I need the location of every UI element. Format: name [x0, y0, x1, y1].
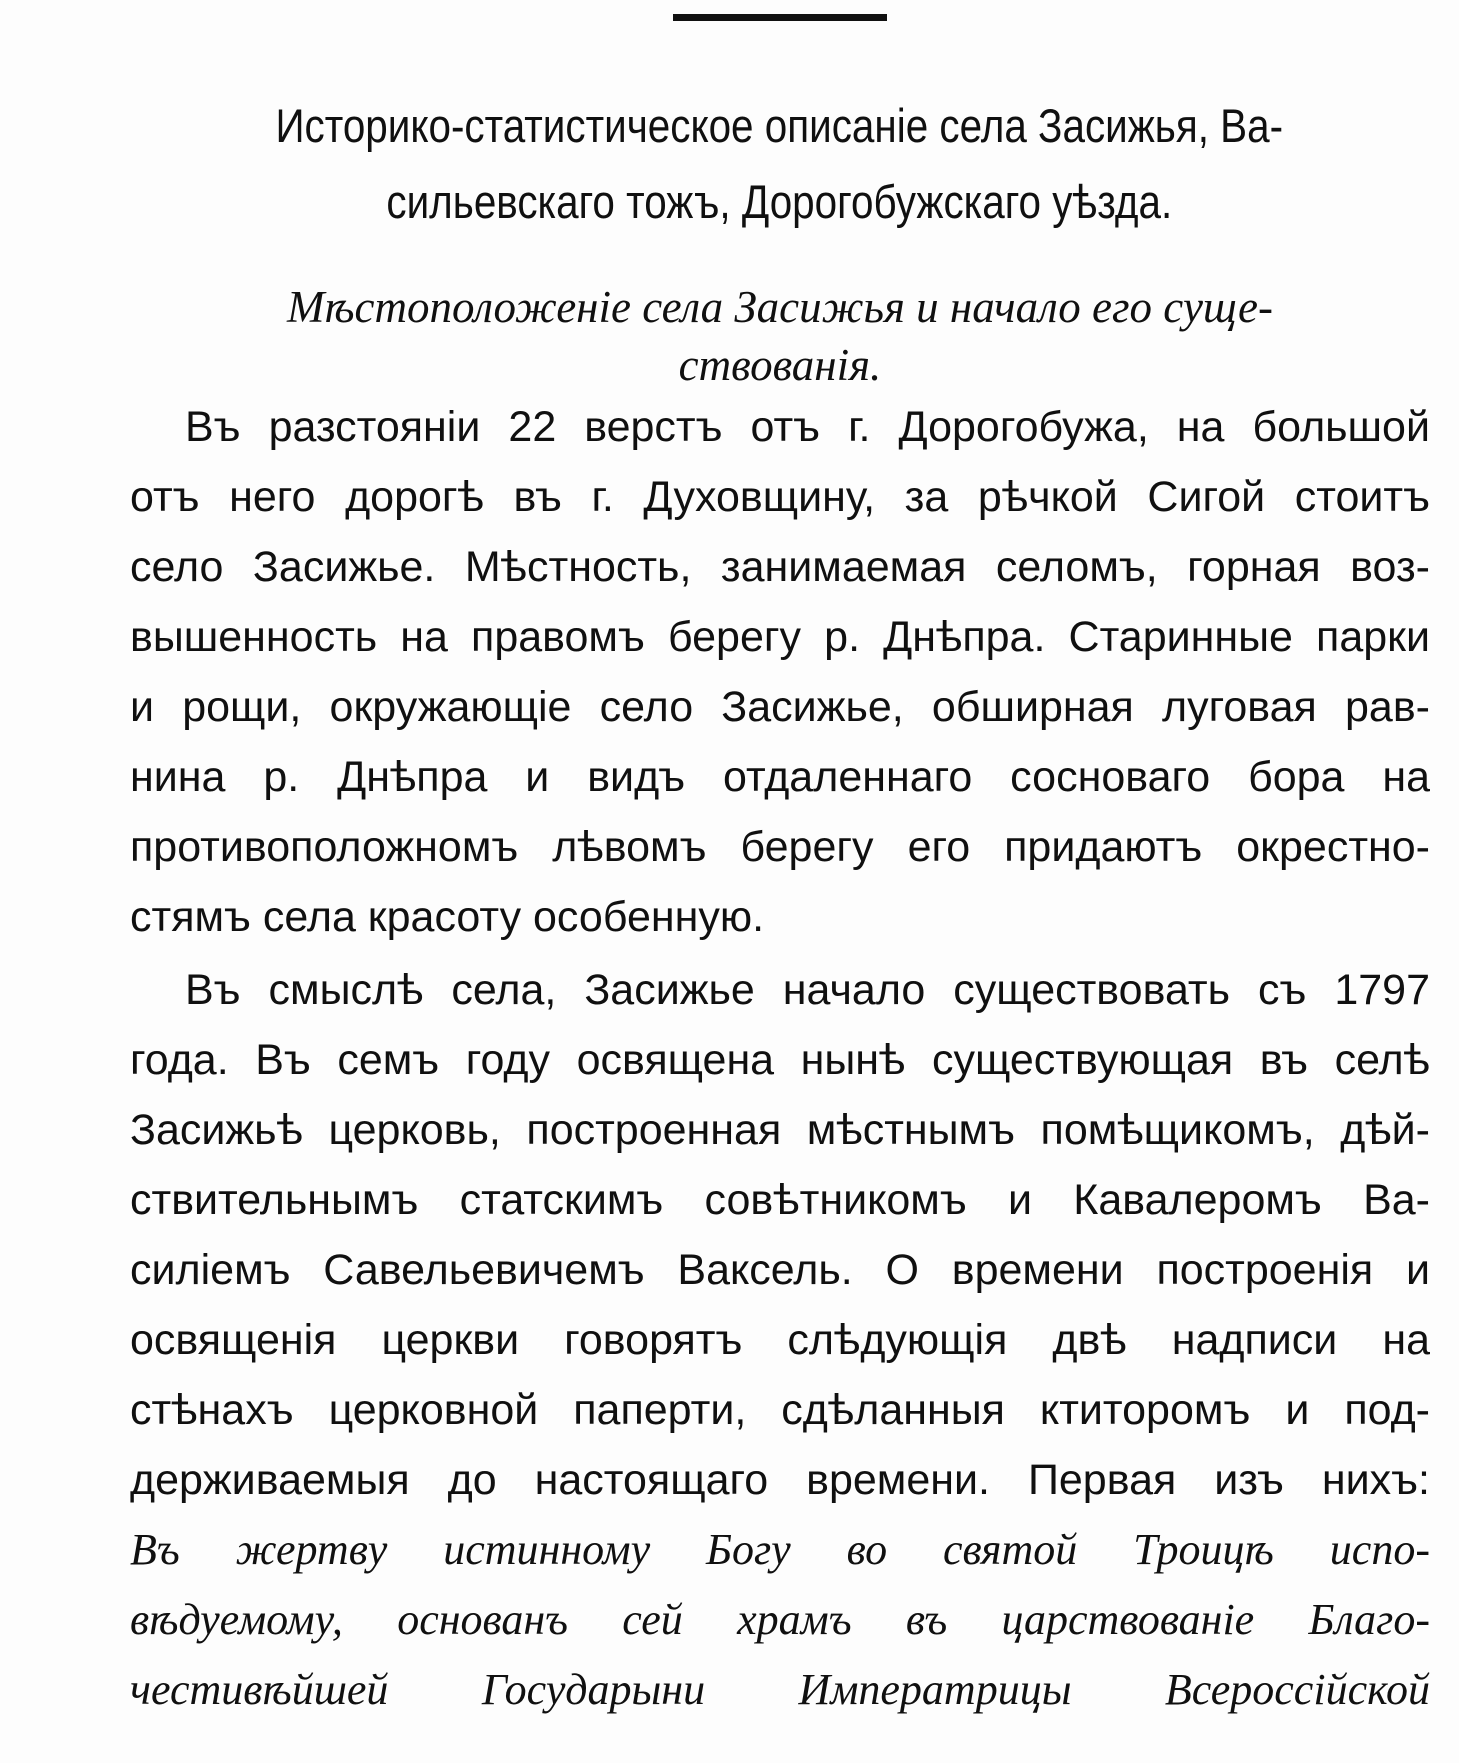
body-line-14: освященiя церкви говорятъ слѣдующiя двѣ надписи на: [130, 1316, 1430, 1364]
inscription-line-1: Въ жертву истинному Богу во святой Троицѣ испо-: [130, 1525, 1430, 1574]
body-line-2: отъ него дорогѣ въ г. Духовщину, за рѣчкой Сигой стоитъ: [130, 473, 1430, 521]
subtitle-line-2: ствованiя.: [678, 340, 882, 390]
body-line-6: нина р. Днѣпра и видъ отдаленнаго сосноваго бора на: [130, 753, 1430, 801]
body-line-11: Засижьѣ церковь, построенная мѣстнымъ помѣщикомъ, дѣй-: [130, 1106, 1430, 1154]
body-line-10: года. Въ семъ году освящена нынѣ существующая въ селѣ: [130, 1036, 1430, 1084]
subtitle-line-1: Мѣстоположенiе села Засижья и начало его суще-: [287, 282, 1273, 332]
section-subtitle: [130, 278, 1430, 394]
body-line-4: вышенность на правомъ берегу р. Днѣпра. Старинные парки: [130, 613, 1430, 661]
body-line-12: ствительнымъ статскимъ совѣтникомъ и Кавалеромъ Ва-: [130, 1176, 1430, 1224]
body-line-16: держиваемыя до настоящаго времени. Первая изъ нихъ:: [130, 1456, 1430, 1504]
body-line-8: стямъ села красоту особенную.: [130, 893, 765, 941]
inscription-line-2: вѣдуемому, основанъ сей храмъ въ царствованiе Благо-: [130, 1595, 1430, 1644]
body-line-1: Въ разстоянiи 22 верстъ отъ г. Дорогобужа, на большой: [185, 403, 1430, 451]
title-line-2: сильевскаго тожъ, Дорогобужскаго уѣзда.: [386, 175, 1173, 228]
title-line-1: Историко-статистическое описанiе села Засижья, Ва-: [275, 99, 1284, 152]
body-line-13: силiемъ Савельевичемъ Ваксель. О времени построенiя и: [130, 1246, 1430, 1294]
body-line-15: стѣнахъ церковной паперти, сдѣланныя ктиторомъ и под-: [130, 1386, 1430, 1434]
document-title: [130, 88, 1429, 240]
body-line-3: село Засижье. Мѣстность, занимаемая селомъ, горная воз-: [130, 543, 1430, 591]
top-rule-divider: [673, 14, 887, 21]
body-line-9: Въ смыслѣ села, Засижье начало существовать съ 1797: [185, 966, 1430, 1014]
body-line-7: противоположномъ лѣвомъ берегу его придаютъ окрестно-: [130, 823, 1430, 871]
body-line-5: и рощи, окружающiе село Засижье, обширная луговая рав-: [130, 683, 1430, 731]
inscription-line-3: честивѣйшей Государыни Императрицы Всероссiйской: [130, 1665, 1430, 1714]
